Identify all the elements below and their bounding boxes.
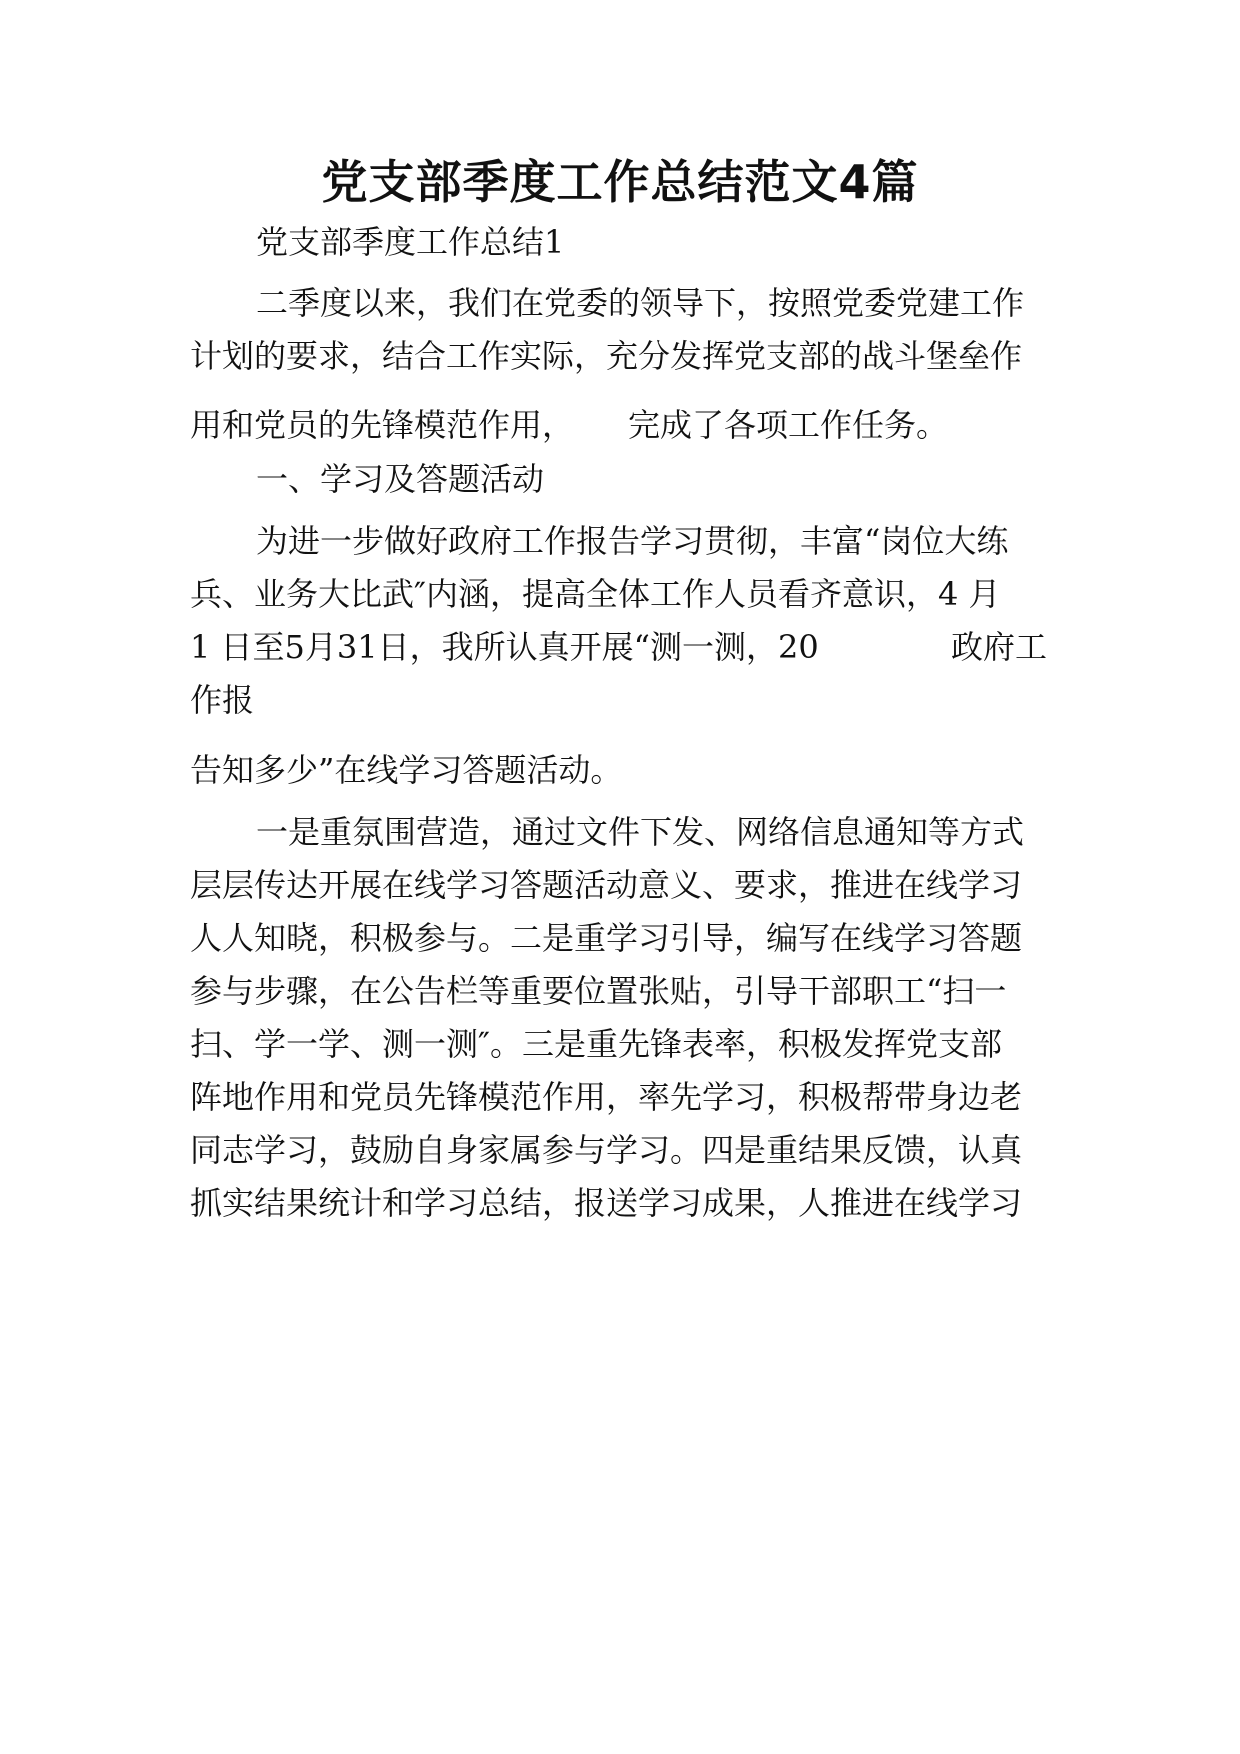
paragraph-line: 阵地作用和党员先锋模范作用，率先学习，积极帮带身边老 [190, 1078, 1023, 1116]
paragraph-line: 兵、业务大比武″内涵，提高全体工作人员看齐意识，4 月 [190, 575, 1001, 613]
paragraph-line: 扫、学一学、测一测″。三是重先锋表率，积极发挥党支部 [190, 1025, 1002, 1063]
paragraph-line: 用和党员的先锋模范作用， [190, 406, 575, 444]
paragraph-line: 二季度以来，我们在党委的领导下，按照党委党建工作 [256, 284, 1025, 322]
document-title: 党支部季度工作总结范文4篇 [321, 155, 919, 209]
paragraph-line: 政府工 [951, 628, 1048, 666]
paragraph-line: 告知多少”在线学习答题活动。 [190, 751, 623, 789]
paragraph-line: 层层传达开展在线学习答题活动意义、要求，推进在线学习 [190, 866, 1023, 904]
paragraph-line: 为进一步做好政府工作报告学习贯彻，丰富“岗位大练 [256, 522, 1009, 560]
paragraph-line: 作报 [190, 681, 255, 719]
paragraph-line: 人人知晓，积极参与。二是重学习引导，编写在线学习答题 [190, 919, 1023, 957]
paragraph-line: 一是重氛围营造，通过文件下发、网络信息通知等方式 [256, 813, 1025, 851]
paragraph-line: 抓实结果统计和学习总结，报送学习成果，人推进在线学习 [190, 1184, 1023, 1222]
paragraph-line: 完成了各项工作任务。 [628, 406, 949, 444]
paragraph-line: 1 日至5月31日，我所认真开展“测一测，20 [190, 628, 819, 666]
section-heading-study: 一、学习及答题活动 [256, 460, 545, 498]
paragraph-line: 参与步骤，在公告栏等重要位置张贴，引导干部职工“扫一 [190, 972, 1007, 1010]
section-heading-summary-1: 党支部季度工作总结1 [256, 223, 565, 261]
paragraph-line: 同志学习，鼓励自身家属参与学习。四是重结果反馈，认真 [190, 1131, 1023, 1169]
paragraph-line: 计划的要求，结合工作实际，充分发挥党支部的战斗堡垒作 [190, 337, 1023, 375]
